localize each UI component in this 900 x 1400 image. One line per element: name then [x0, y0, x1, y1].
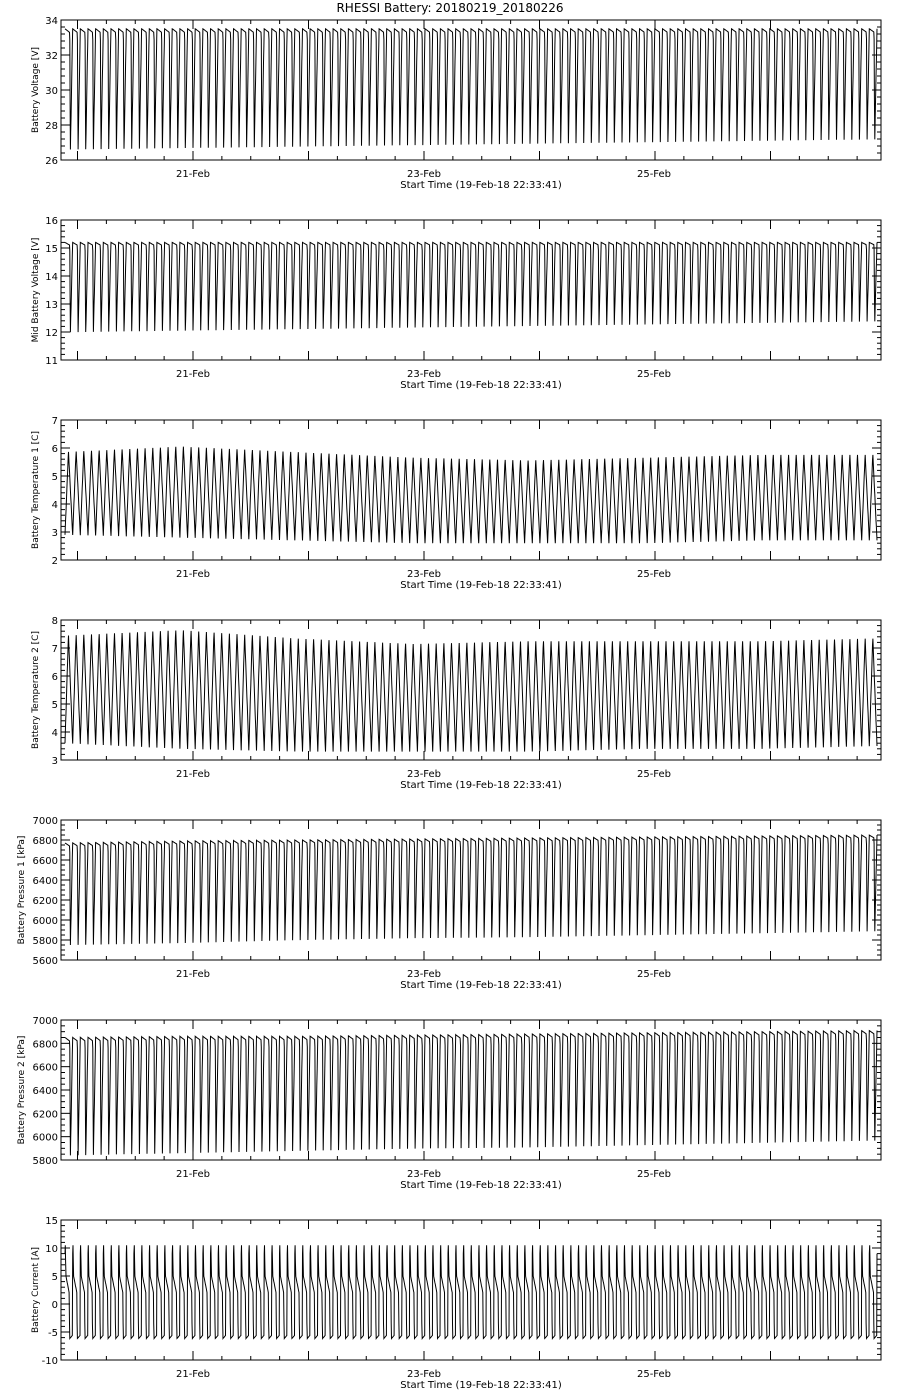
- x-axis-label: Start Time (19-Feb-18 22:33:41): [400, 1380, 562, 1391]
- y-tick-label: 6000: [32, 1132, 58, 1144]
- x-tick-label: 25-Feb: [636, 769, 672, 780]
- x-tick-label: 21-Feb: [175, 769, 211, 780]
- y-tick-label: 32: [45, 51, 58, 62]
- chart-panel-1: [31, 16, 881, 191]
- y-tick-label: 4: [51, 728, 58, 739]
- series-line: [65, 29, 877, 150]
- x-axis-label: Start Time (19-Feb-18 22:33:41): [400, 1180, 562, 1191]
- y-tick-label: 6600: [32, 1062, 58, 1074]
- x-tick-label: 21-Feb: [175, 1369, 211, 1380]
- y-axis-label: Battery Pressure 2 [kPa]: [17, 1035, 27, 1145]
- y-tick-label: 6000: [32, 916, 58, 927]
- y-axis-label: Battery Voltage [V]: [31, 47, 41, 133]
- x-tick-label: 25-Feb: [636, 1369, 672, 1380]
- y-tick-label: 7000: [32, 1016, 58, 1027]
- y-tick-label: 7000: [32, 816, 58, 827]
- y-tick-label: 10: [45, 1244, 58, 1255]
- y-axis-label: Battery Temperature 2 [C]: [31, 631, 41, 749]
- series-line: [65, 242, 877, 332]
- x-tick-label: 23-Feb: [406, 569, 442, 580]
- y-tick-label: 6: [51, 672, 58, 683]
- page-title: RHESSI Battery: 20180219_20180226: [336, 1, 564, 15]
- y-tick-label: 6200: [32, 1109, 58, 1121]
- y-tick-label: 5800: [32, 936, 58, 947]
- y-tick-label: 4: [51, 500, 58, 511]
- y-tick-label: 11: [45, 356, 58, 367]
- x-tick-label: 21-Feb: [175, 369, 211, 380]
- y-tick-label: -10: [41, 1356, 58, 1367]
- y-tick-label: 16: [45, 216, 58, 227]
- y-tick-label: 6400: [32, 1086, 58, 1097]
- y-axis-label: Battery Pressure 1 [kPa]: [17, 835, 27, 945]
- x-axis-label: Start Time (19-Feb-18 22:33:41): [400, 580, 562, 591]
- y-tick-label: 6600: [32, 856, 58, 867]
- y-tick-label: -5: [48, 1328, 58, 1339]
- series-line: [65, 1031, 877, 1156]
- x-tick-label: 25-Feb: [636, 369, 672, 380]
- y-tick-label: 6800: [32, 1039, 58, 1051]
- x-tick-label: 25-Feb: [636, 569, 672, 580]
- y-tick-label: 5600: [32, 956, 58, 967]
- x-axis-label: Start Time (19-Feb-18 22:33:41): [400, 380, 562, 391]
- y-tick-label: 3: [51, 756, 58, 767]
- y-tick-label: 15: [45, 244, 58, 255]
- x-tick-label: 25-Feb: [636, 969, 672, 980]
- x-axis-label: Start Time (19-Feb-18 22:33:41): [400, 180, 562, 191]
- series-line: [65, 630, 877, 751]
- y-tick-label: 15: [45, 1216, 58, 1227]
- chart-panel-3: [31, 416, 881, 591]
- y-axis-label: Battery Current [A]: [31, 1246, 41, 1334]
- y-tick-label: 0: [51, 1300, 58, 1311]
- y-tick-label: 5: [51, 472, 58, 483]
- y-tick-label: 6400: [32, 876, 58, 887]
- x-tick-label: 23-Feb: [406, 169, 442, 180]
- x-axis-label: Start Time (19-Feb-18 22:33:41): [400, 780, 562, 791]
- y-tick-label: 6200: [32, 896, 58, 907]
- chart-panel-5: [17, 816, 881, 991]
- plot-frame: [61, 220, 881, 360]
- y-tick-label: 7: [51, 416, 58, 427]
- y-axis-label: Battery Temperature 1 [C]: [31, 431, 41, 549]
- chart-panel-2: [31, 216, 881, 391]
- x-tick-label: 23-Feb: [406, 969, 442, 980]
- x-tick-label: 23-Feb: [406, 769, 442, 780]
- y-tick-label: 34: [45, 16, 58, 27]
- chart-panel-6: [17, 1016, 881, 1191]
- y-tick-label: 7: [51, 644, 58, 655]
- y-tick-label: 30: [45, 86, 58, 97]
- y-tick-label: 6800: [32, 836, 58, 847]
- y-tick-label: 5: [51, 700, 58, 711]
- x-axis-label: Start Time (19-Feb-18 22:33:41): [400, 980, 562, 991]
- x-tick-label: 25-Feb: [636, 169, 672, 180]
- x-tick-label: 23-Feb: [406, 369, 442, 380]
- y-tick-label: 5800: [32, 1156, 58, 1167]
- y-tick-label: 26: [45, 156, 58, 167]
- chart-panel-7: [31, 1216, 881, 1391]
- series-line: [65, 447, 877, 544]
- x-tick-label: 21-Feb: [175, 969, 211, 980]
- x-tick-label: 21-Feb: [175, 169, 211, 180]
- y-tick-label: 3: [51, 528, 58, 539]
- series-line: [65, 1245, 877, 1338]
- y-tick-label: 8: [51, 616, 58, 627]
- y-tick-label: 14: [45, 272, 58, 283]
- chart-panel-4: [31, 616, 881, 791]
- x-tick-label: 23-Feb: [406, 1369, 442, 1380]
- y-tick-label: 12: [45, 328, 58, 339]
- x-tick-label: 23-Feb: [406, 1169, 442, 1180]
- series-line: [65, 835, 877, 945]
- x-tick-label: 21-Feb: [175, 569, 211, 580]
- y-tick-label: 6: [51, 444, 58, 455]
- y-tick-label: 13: [45, 300, 58, 311]
- y-tick-label: 5: [51, 1272, 58, 1283]
- x-tick-label: 25-Feb: [636, 1169, 672, 1180]
- y-axis-label: Mid Battery Voltage [V]: [31, 237, 41, 343]
- y-tick-label: 28: [45, 121, 58, 132]
- y-tick-label: 2: [51, 556, 58, 567]
- x-tick-label: 21-Feb: [175, 1169, 211, 1180]
